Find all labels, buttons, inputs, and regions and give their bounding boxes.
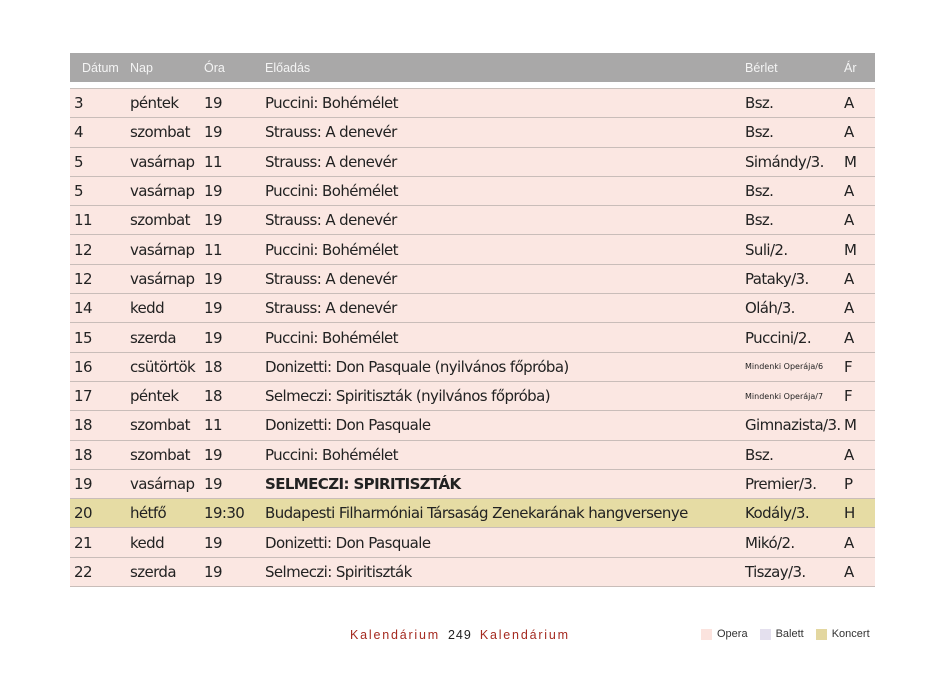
cell-pass: Mikó/2. <box>745 533 795 552</box>
cell-performance: Puccini: Bohémélet <box>265 94 398 113</box>
header-day: Nap <box>130 60 153 75</box>
cell-pass: Bsz. <box>745 211 774 230</box>
table-row <box>70 441 875 470</box>
table-row <box>70 323 875 352</box>
cell-time: 19 <box>204 328 222 347</box>
cell-day: szombat <box>130 211 190 230</box>
cell-day: csütörtök <box>130 357 196 376</box>
cell-time: 19 <box>204 94 222 113</box>
cell-price: A <box>844 562 854 581</box>
cell-date: 5 <box>74 182 83 201</box>
table-row <box>70 294 875 323</box>
legend-label: Balett <box>775 628 804 640</box>
header-pass: Bérlet <box>745 60 778 75</box>
cell-performance: Selmeczi: Spiritiszták <box>265 562 412 581</box>
cell-day: vasárnap <box>130 240 195 259</box>
legend-label: Koncert <box>831 628 870 640</box>
cell-performance: Puccini: Bohémélet <box>265 182 398 201</box>
cell-day: péntek <box>130 94 179 113</box>
cell-price: A <box>844 533 854 552</box>
table-row <box>70 177 875 206</box>
cell-price: A <box>844 211 854 230</box>
cell-time: 19 <box>204 533 222 552</box>
header-date: Dátum <box>82 60 119 75</box>
cell-date: 11 <box>74 211 92 230</box>
table-row <box>70 528 875 557</box>
legend-swatch <box>760 629 771 640</box>
cell-day: vasárnap <box>130 475 195 493</box>
legend-item <box>760 628 804 640</box>
cell-performance: Strauss: A denevér <box>265 123 397 142</box>
cell-time: 19 <box>204 123 222 142</box>
page-number: 249 <box>447 628 472 642</box>
cell-time: 19 <box>204 269 222 288</box>
cell-pass: Puccini/2. <box>745 328 811 347</box>
table-row <box>70 118 875 147</box>
header-price: Ár <box>844 60 857 75</box>
cell-price: A <box>844 445 854 464</box>
page-footer <box>350 628 570 642</box>
cell-time: 11 <box>204 416 222 435</box>
legend-item <box>701 628 748 640</box>
table-row <box>70 353 875 382</box>
cell-pass: Pataky/3. <box>745 269 809 288</box>
table-row <box>70 470 875 499</box>
legend-label: Opera <box>717 628 748 640</box>
header-time: Óra <box>204 60 225 75</box>
table-header <box>70 53 875 82</box>
cell-date: 20 <box>74 504 92 523</box>
cell-performance: Selmeczi: Spiritiszták (nyilvános főpróba) <box>265 387 550 406</box>
cell-price: A <box>844 123 854 142</box>
cell-price: M <box>844 240 857 259</box>
cell-pass: Mindenki Operája/7 <box>745 391 824 401</box>
cell-date: 17 <box>74 387 92 406</box>
cell-date: 15 <box>74 328 92 347</box>
cell-pass: Mindenki Operája/6 <box>745 362 824 372</box>
cell-time: 19 <box>204 475 222 493</box>
cell-price: M <box>844 152 857 171</box>
legend <box>701 628 882 640</box>
table-row <box>70 499 875 528</box>
cell-date: 18 <box>74 416 92 435</box>
table-row <box>70 265 875 294</box>
cell-price: A <box>844 328 854 347</box>
cell-time: 19 <box>204 445 222 464</box>
legend-swatch <box>701 629 712 640</box>
cell-date: 22 <box>74 562 92 581</box>
cell-pass: Premier/3. <box>745 475 817 493</box>
cell-day: vasárnap <box>130 152 195 171</box>
cell-day: szombat <box>130 123 190 142</box>
cell-price: M <box>844 416 857 435</box>
cell-pass: Gimnazista/3. <box>745 416 841 435</box>
table-row <box>70 382 875 411</box>
cell-performance: Puccini: Bohémélet <box>265 240 398 259</box>
footer-right-title: Kalendárium <box>479 628 570 642</box>
cell-performance: Puccini: Bohémélet <box>265 445 398 464</box>
cell-price: P <box>844 475 853 493</box>
cell-day: hétfő <box>130 504 167 523</box>
table-body <box>70 89 875 587</box>
cell-pass: Kodály/3. <box>745 504 809 523</box>
cell-date: 12 <box>74 240 92 259</box>
cell-date: 19 <box>74 475 92 493</box>
cell-price: A <box>844 182 854 201</box>
cell-date: 4 <box>74 123 83 142</box>
cell-pass: Bsz. <box>745 94 774 113</box>
cell-time: 19 <box>204 562 222 581</box>
cell-price: F <box>844 357 853 376</box>
cell-pass: Bsz. <box>745 123 774 142</box>
cell-time: 19 <box>204 182 222 201</box>
cell-performance: Donizetti: Don Pasquale <box>265 533 431 552</box>
header-performance: Előadás <box>265 60 311 75</box>
cell-date: 12 <box>74 269 92 288</box>
cell-day: kedd <box>130 299 165 318</box>
cell-performance: SELMECZI: SPIRITISZTÁK <box>265 475 461 493</box>
table-row <box>70 148 875 177</box>
cell-day: szerda <box>130 328 176 347</box>
footer-left-title: Kalendárium <box>350 628 440 642</box>
cell-date: 5 <box>74 152 83 171</box>
cell-day: szombat <box>130 416 190 435</box>
cell-performance: Donizetti: Don Pasquale (nyilvános főpróba) <box>265 357 569 376</box>
cell-date: 14 <box>74 299 92 318</box>
cell-performance: Strauss: A denevér <box>265 299 397 318</box>
cell-time: 11 <box>204 152 222 171</box>
cell-price: A <box>844 299 854 318</box>
cell-day: péntek <box>130 387 179 406</box>
cell-performance: Strauss: A denevér <box>265 152 397 171</box>
cell-performance: Budapesti Filharmóniai Társaság Zenekarának hangversenye <box>265 504 688 523</box>
cell-pass: Oláh/3. <box>745 299 795 318</box>
cell-time: 19:30 <box>204 504 245 523</box>
cell-day: vasárnap <box>130 269 195 288</box>
cell-date: 21 <box>74 533 92 552</box>
legend-item <box>816 628 870 640</box>
cell-time: 19 <box>204 299 222 318</box>
cell-pass: Bsz. <box>745 182 774 201</box>
table-row <box>70 89 875 118</box>
cell-date: 18 <box>74 445 92 464</box>
cell-day: szerda <box>130 562 176 581</box>
header-divider <box>70 82 875 89</box>
cell-performance: Strauss: A denevér <box>265 269 397 288</box>
schedule-table <box>70 53 875 587</box>
cell-time: 19 <box>204 211 222 230</box>
cell-pass: Tiszay/3. <box>745 562 806 581</box>
cell-day: szombat <box>130 445 190 464</box>
cell-day: kedd <box>130 533 165 552</box>
cell-time: 11 <box>204 240 222 259</box>
cell-performance: Strauss: A denevér <box>265 211 397 230</box>
cell-pass: Simándy/3. <box>745 152 824 171</box>
cell-performance: Donizetti: Don Pasquale <box>265 416 431 435</box>
cell-date: 16 <box>74 357 92 376</box>
cell-pass: Suli/2. <box>745 240 788 259</box>
cell-day: vasárnap <box>130 182 195 201</box>
cell-price: F <box>844 387 853 406</box>
cell-price: A <box>844 269 854 288</box>
legend-swatch <box>816 629 827 640</box>
cell-pass: Bsz. <box>745 445 774 464</box>
table-row <box>70 235 875 264</box>
cell-price: A <box>844 94 854 113</box>
table-row <box>70 411 875 440</box>
table-row <box>70 558 875 587</box>
table-row <box>70 206 875 235</box>
cell-date: 3 <box>74 94 83 113</box>
cell-price: H <box>844 504 855 523</box>
cell-time: 18 <box>204 387 222 406</box>
cell-performance: Puccini: Bohémélet <box>265 328 398 347</box>
cell-time: 18 <box>204 357 222 376</box>
